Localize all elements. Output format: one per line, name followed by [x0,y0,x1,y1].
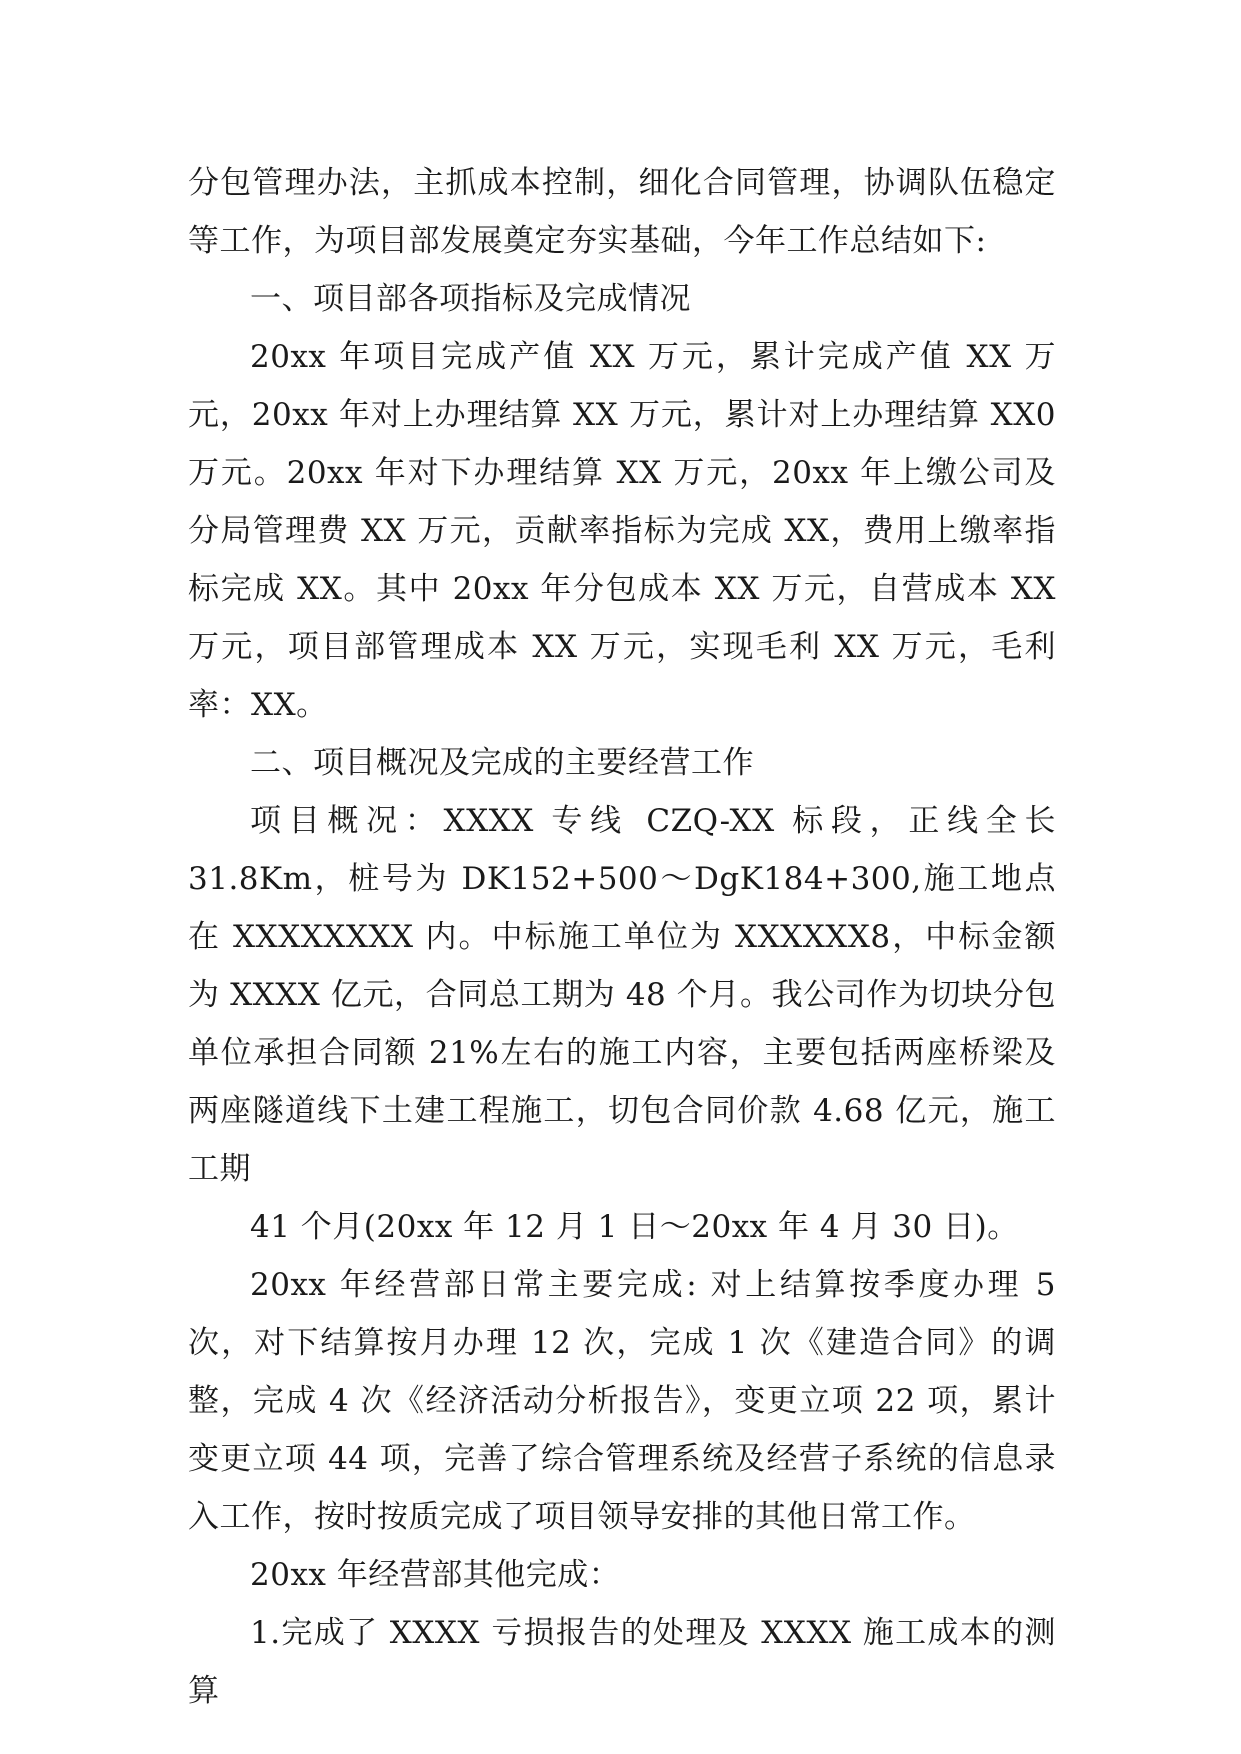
list-item-1: 1.完成了 XXXX 亏损报告的处理及 XXXX 施工成本的测算 [188,1615,1056,1709]
paragraph-project-overview: 项目概况：XXXX 专线 CZQ-XX 标段，正线全长 31.8Km，桩号为 DK152+500～DgK184+300,施工地点在 XXXXXXXX 内。中标施工单位为 XXXXXX8，中标金额为 XXXX 亿元，合同总工期为 48 个月。我公司作为切块分包单位承担合同额 21%左右的施工内容，主要包括两座桥梁及两座隧道线下土建工程施工，切包合同价款 4.68 亿元，施工工期 [188,803,1056,1187]
section-heading-2: 二、项目概况及完成的主要经营工作 [250,745,754,781]
document-body [188,154,1056,1720]
paragraph-intro-continuation: 分包管理办法，主抓成本控制，细化合同管理，协调队伍稳定等工作，为项目部发展奠定夯实基础，今年工作总结如下: [188,165,1056,259]
paragraph-daily-work: 20xx 年经营部日常主要完成: 对上结算按季度办理 5 次，对下结算按月办理 12 次，完成 1 次《建造合同》的调整，完成 4 次《经济活动分析报告》，变更立项 22 项，累计变更立项 44 项，完善了综合管理系统及经营子系统的信息录入工作，按时按质完成了项目领导安排的其他日常工作。 [188,1267,1056,1535]
paragraph-other-work-heading: 20xx 年经营部其他完成： [250,1557,621,1593]
section-heading-1: 一、项目部各项指标及完成情况 [250,281,691,317]
paragraph-indicators: 20xx 年项目完成产值 XX 万元，累计完成产值 XX 万元，20xx 年对上办理结算 XX 万元，累计对上办理结算 XX0 万元。20xx 年对下办理结算 XX 万元，20xx 年上缴公司及分局管理费 XX 万元，贡献率指标为完成 XX，费用上缴率指标完成 XX。其中 20xx 年分包成本 XX 万元，自营成本 XX 万元，项目部管理成本 XX 万元，实现毛利 XX 万元，毛利率：XX。 [188,339,1056,723]
paragraph-construction-period: 41 个月(20xx 年 12 月 1 日～20xx 年 4 月 30 日)。 [250,1209,1019,1245]
